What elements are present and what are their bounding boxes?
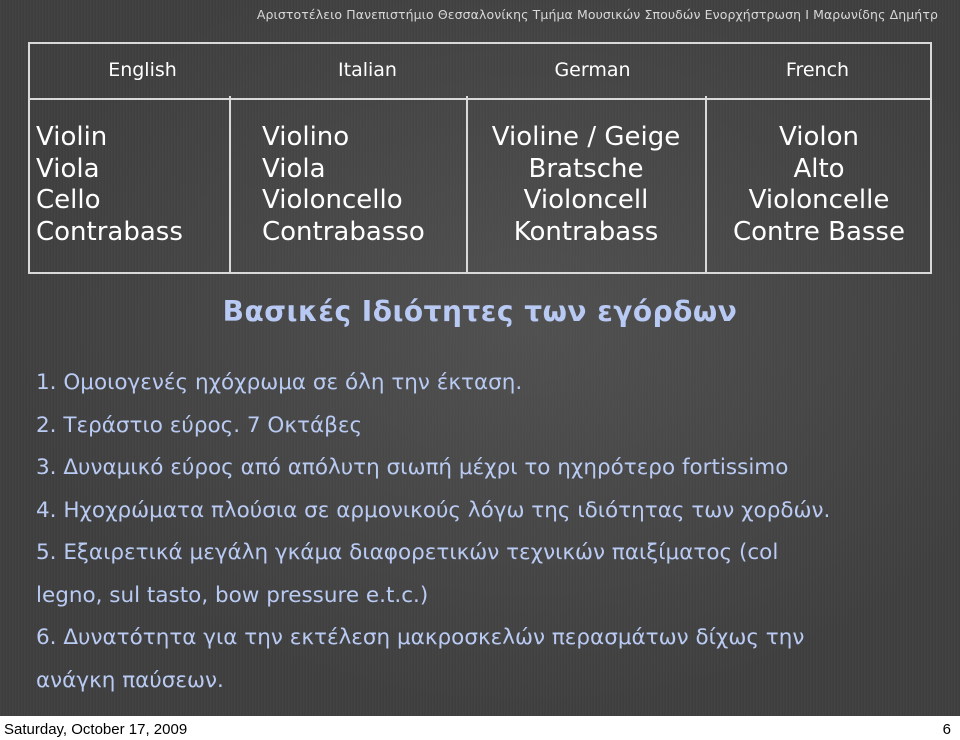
list-item: ανάγκη παύσεων.: [36, 667, 224, 693]
list-item: legno, sul tasto, bow pressure e.t.c.): [36, 582, 429, 608]
column-header-english: English: [108, 59, 177, 81]
column-italian: [262, 122, 425, 248]
table-cell: Contre Basse: [733, 216, 905, 247]
column-german: [468, 122, 704, 248]
table-cell: Alto: [793, 153, 845, 184]
list-item: 4. Ηχοχρώματα πλούσια σε αρμονικούς λόγω της ιδιότητας των χορδών.: [36, 497, 831, 523]
table-cell: Viola: [36, 153, 100, 184]
table-cell: Viola: [262, 153, 326, 184]
table-cell: Violon: [779, 122, 859, 152]
page-footer: [0, 716, 960, 740]
table-cell: Cello: [36, 185, 101, 215]
table-cell: Violine / Geige: [491, 122, 681, 152]
course-header: Αριστοτέλειο Πανεπιστήμιο Θεσσαλονίκης Τμήμα Μουσικών Σπουδών Ενορχήστρωση Ι Μαρωνίδης Δημήτρ: [256, 7, 938, 22]
table-divider: [229, 96, 231, 272]
table-cell: Bratsche: [528, 153, 644, 184]
page-number: 6: [942, 721, 951, 738]
list-item: 5. Εξαιρετικά μεγάλη γκάμα διαφορετικών τεχνικών παιξίματος (col: [36, 540, 779, 565]
table-header-row: [30, 44, 930, 100]
column-english: [36, 122, 183, 248]
list-item: 1. Ομοιογενές ηχόχρωμα σε όλη την έκταση.: [36, 370, 523, 395]
list-item: 2. Τεράστιο εύρος. 7 Οκτάβες: [36, 412, 363, 438]
properties-list: [36, 362, 936, 702]
list-item: 6. Δυνατότητα για την εκτέλεση μακροσκελών περασμάτων δίχως την: [36, 625, 805, 650]
table-cell: Contrabass: [36, 216, 183, 247]
table-cell: Kontrabass: [513, 216, 659, 247]
column-header-italian: Italian: [338, 59, 397, 81]
column-header-german: German: [554, 59, 631, 81]
table-cell: Violoncello: [262, 185, 403, 215]
table-cell: Violin: [36, 122, 108, 152]
table-cell: Violino: [262, 122, 350, 152]
table-cell: Violoncell: [523, 185, 649, 215]
list-item: 3. Δυναμικό εύρος από απόλυτη σιωπή μέχρι το ηχηρότερο fortissimo: [36, 455, 789, 480]
section-title: Βασικές Ιδιότητες των εγόρδων: [222, 295, 738, 328]
table-cell: Contrabasso: [262, 216, 425, 247]
table-cell: Violoncelle: [748, 185, 890, 215]
column-french: [707, 122, 931, 248]
footer-date: Saturday, October 17, 2009: [4, 721, 188, 738]
column-header-french: French: [785, 59, 850, 81]
